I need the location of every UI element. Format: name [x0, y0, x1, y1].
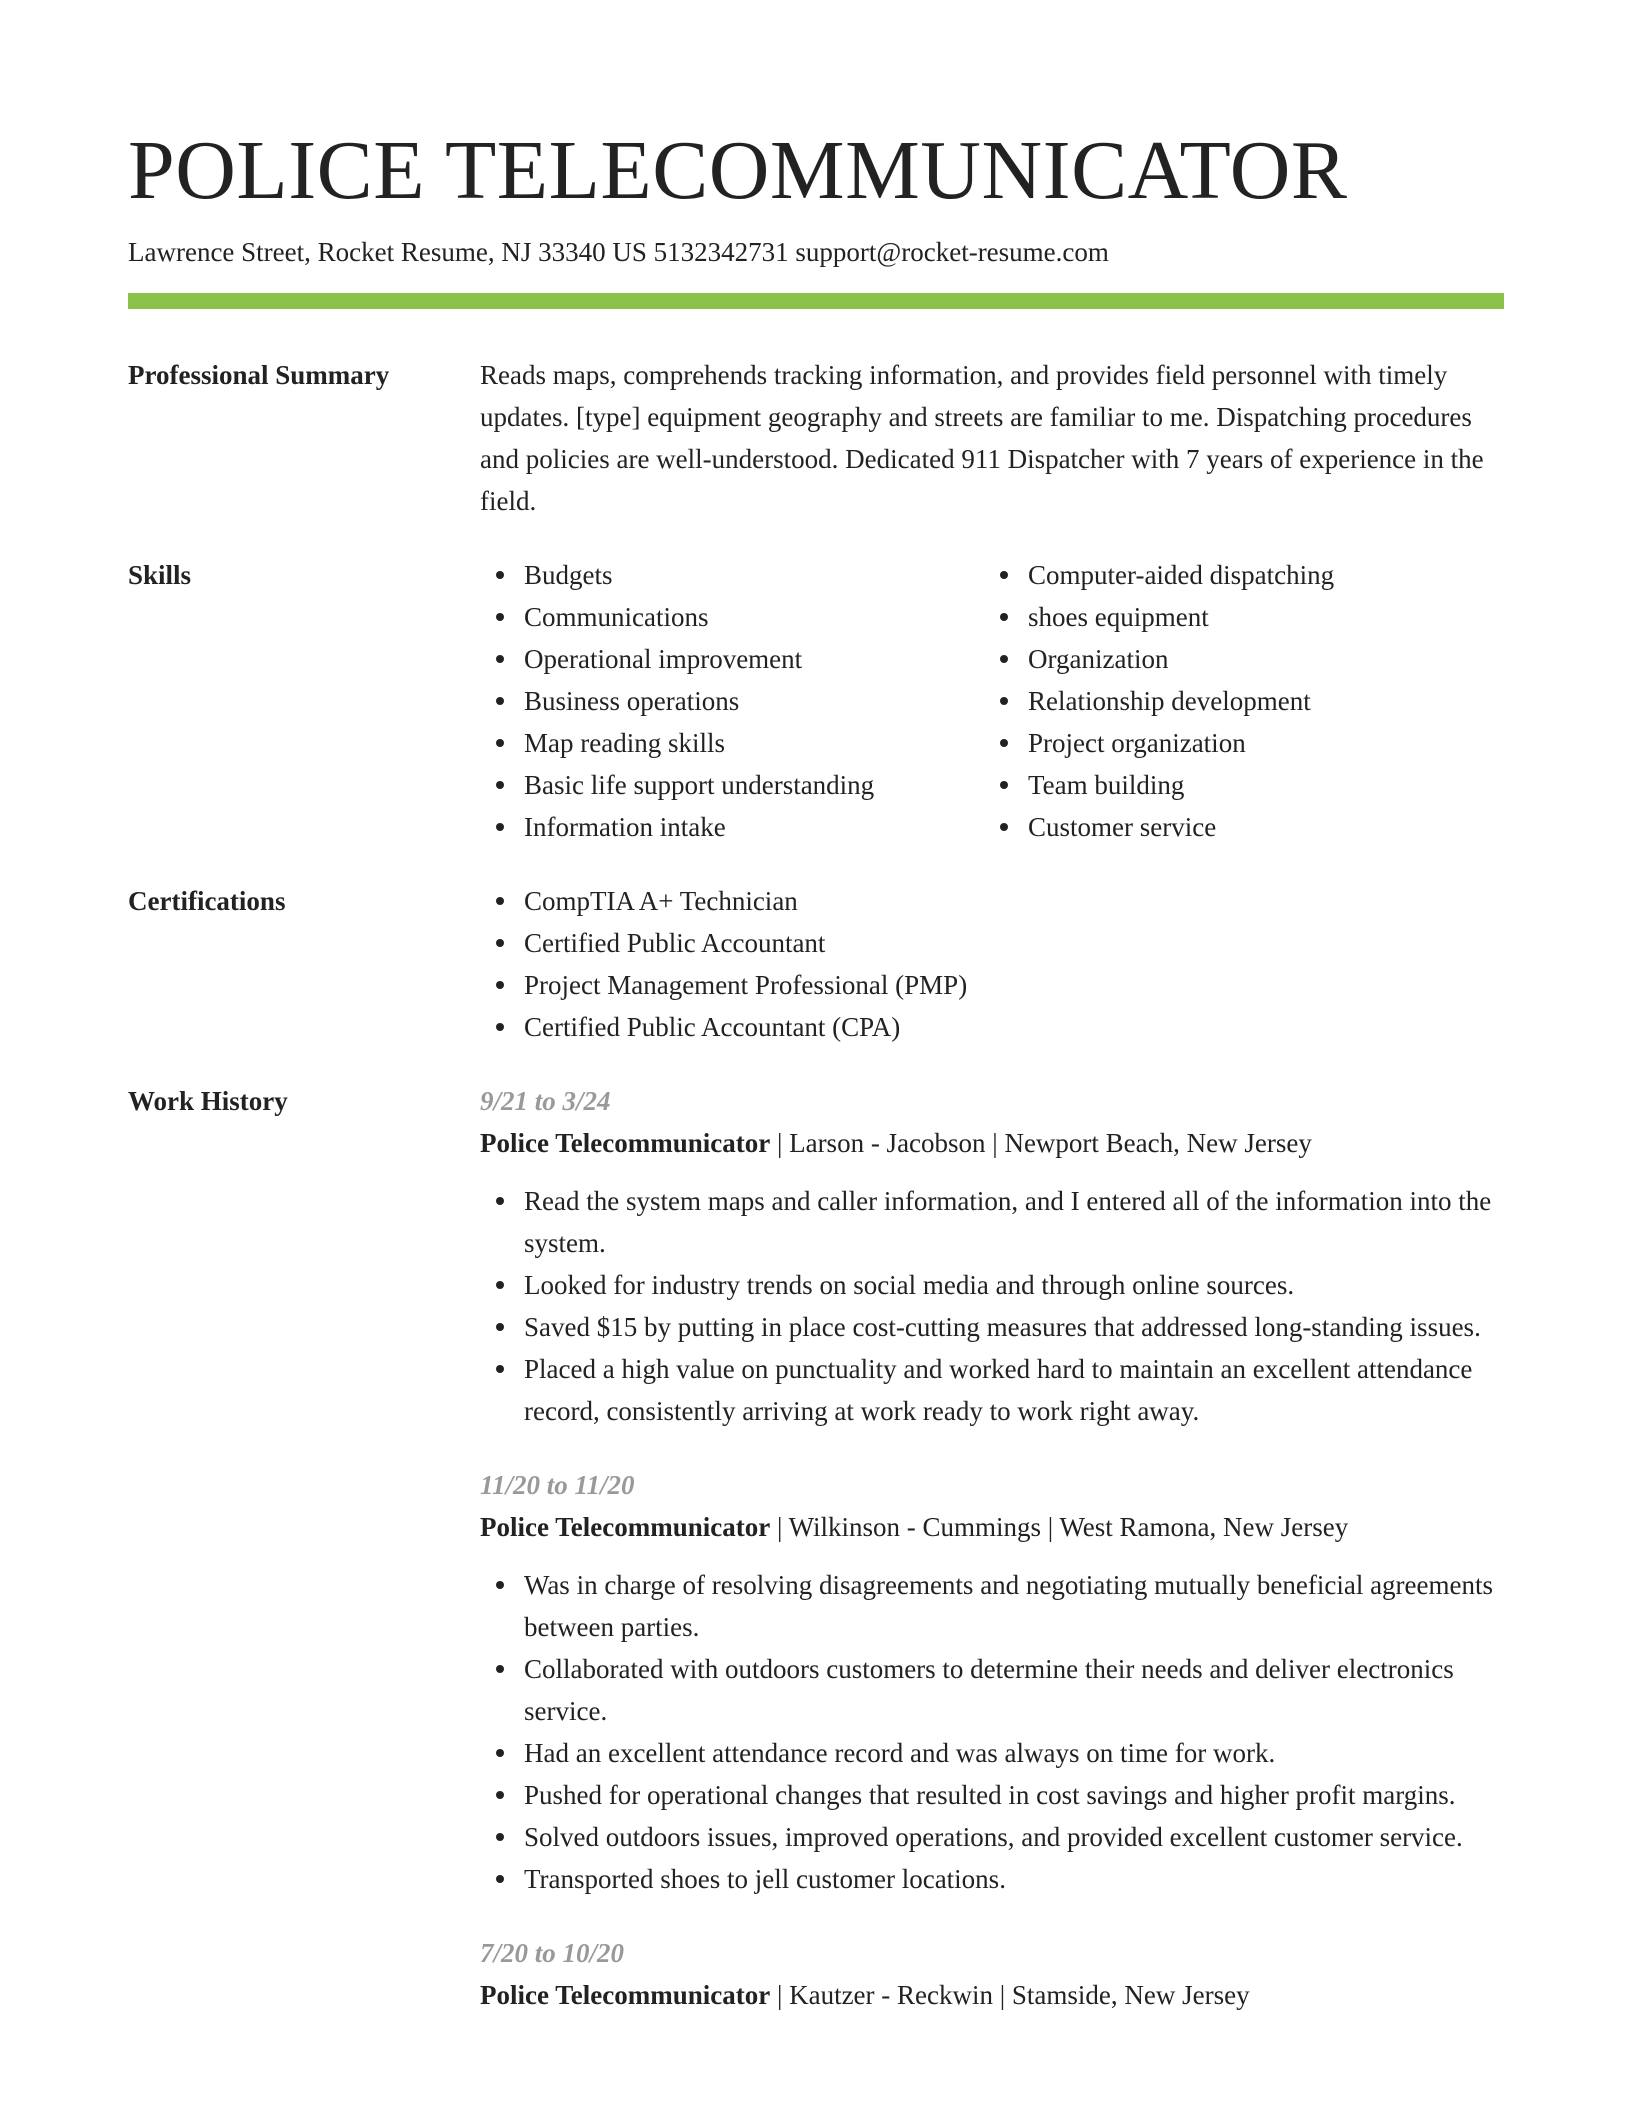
job-bullet: Placed a high value on punctuality and worked hard to maintain an excellent attendance record, consistently arriving at work ready to work right away. [524, 1348, 1504, 1432]
section-skills [128, 554, 1504, 848]
work-history-body [480, 1080, 1504, 2016]
section-professional-summary [128, 354, 1504, 522]
certification-item: Certified Public Accountant (CPA) [524, 1006, 1504, 1048]
skill-item: Budgets [524, 554, 984, 596]
certifications-body [480, 880, 1504, 1048]
certification-item: Certified Public Accountant [524, 922, 1504, 964]
section-label-summary: Professional Summary [128, 360, 390, 390]
job-bullets [480, 1564, 1504, 1900]
summary-text: Reads maps, comprehends tracking information, and provides field personnel with timely updates. [type] equipment geography and streets are familiar to me. Dispatching procedures and policies are well-understood. Dedicated 911 Dispatcher with 7 years of experience in the field. [480, 360, 1484, 516]
job-details: | Larson - Jacobson | Newport Beach, New Jersey [770, 1128, 1312, 1158]
skills-column-right [984, 554, 1488, 848]
job-bullet: Transported shoes to jell customer locations. [524, 1858, 1504, 1900]
section-label-certifications: Certifications [128, 886, 286, 916]
certification-item: Project Management Professional (PMP) [524, 964, 1504, 1006]
skill-item: Organization [1028, 638, 1488, 680]
resume-page [128, 118, 1504, 2016]
job-title-line [480, 1122, 1504, 1164]
skill-item: Basic life support understanding [524, 764, 984, 806]
job-title: Police Telecommunicator [480, 1512, 771, 1542]
job-bullet: Had an excellent attendance record and was always on time for work. [524, 1732, 1504, 1774]
job-bullet: Saved $15 by putting in place cost-cutting measures that addressed long-standing issues. [524, 1306, 1504, 1348]
skills-list-left [480, 554, 984, 848]
certification-item: CompTIA A+ Technician [524, 880, 1504, 922]
section-work-history [128, 1080, 1504, 2016]
skill-item: Business operations [524, 680, 984, 722]
accent-divider [128, 293, 1504, 309]
job-details: | Kautzer - Reckwin | Stamside, New Jersey [770, 1980, 1250, 2010]
job-entry [480, 1932, 1504, 2016]
job-bullet: Pushed for operational changes that resulted in cost savings and higher profit margins. [524, 1774, 1504, 1816]
contact-line: Lawrence Street, Rocket Resume, NJ 33340 US 5132342731 support@rocket-resume.com [128, 237, 1109, 267]
job-bullet: Looked for industry trends on social media and through online sources. [524, 1264, 1504, 1306]
job-bullet: Read the system maps and caller information, and I entered all of the information into the system. [524, 1180, 1504, 1264]
certifications-list [480, 880, 1504, 1048]
skill-item: Communications [524, 596, 984, 638]
resume-name: POLICE TELECOMMUNICATOR [128, 124, 1348, 217]
skills-grid [480, 554, 1504, 848]
job-title: Police Telecommunicator [480, 1128, 771, 1158]
job-dates: 7/20 to 10/20 [480, 1938, 625, 1968]
job-title: Police Telecommunicator [480, 1980, 771, 2010]
section-label-work-history: Work History [128, 1086, 288, 1116]
job-dates: 11/20 to 11/20 [480, 1470, 635, 1500]
job-bullet: Solved outdoors issues, improved operations, and provided excellent customer service. [524, 1816, 1504, 1858]
job-dates: 9/21 to 3/24 [480, 1086, 611, 1116]
skill-item: Map reading skills [524, 722, 984, 764]
job-entry [480, 1464, 1504, 1900]
skill-item: Operational improvement [524, 638, 984, 680]
job-bullets [480, 1180, 1504, 1432]
job-title-line [480, 1974, 1504, 2016]
job-entry [480, 1080, 1504, 1432]
job-bullet: Collaborated with outdoors customers to determine their needs and deliver electronics service. [524, 1648, 1504, 1732]
skill-item: Team building [1028, 764, 1488, 806]
skills-list-right [984, 554, 1488, 848]
skills-body [480, 554, 1504, 848]
job-details: | Wilkinson - Cummings | West Ramona, New Jersey [770, 1512, 1349, 1542]
skill-item: Relationship development [1028, 680, 1488, 722]
skill-item: Customer service [1028, 806, 1488, 848]
skill-item: shoes equipment [1028, 596, 1488, 638]
section-label-skills: Skills [128, 560, 192, 590]
skills-column-left [480, 554, 984, 848]
job-bullet: Was in charge of resolving disagreements and negotiating mutually beneficial agreements between parties. [524, 1564, 1504, 1648]
job-title-line [480, 1506, 1504, 1548]
skill-item: Information intake [524, 806, 984, 848]
skill-item: Computer-aided dispatching [1028, 554, 1488, 596]
skill-item: Project organization [1028, 722, 1488, 764]
section-certifications [128, 880, 1504, 1048]
